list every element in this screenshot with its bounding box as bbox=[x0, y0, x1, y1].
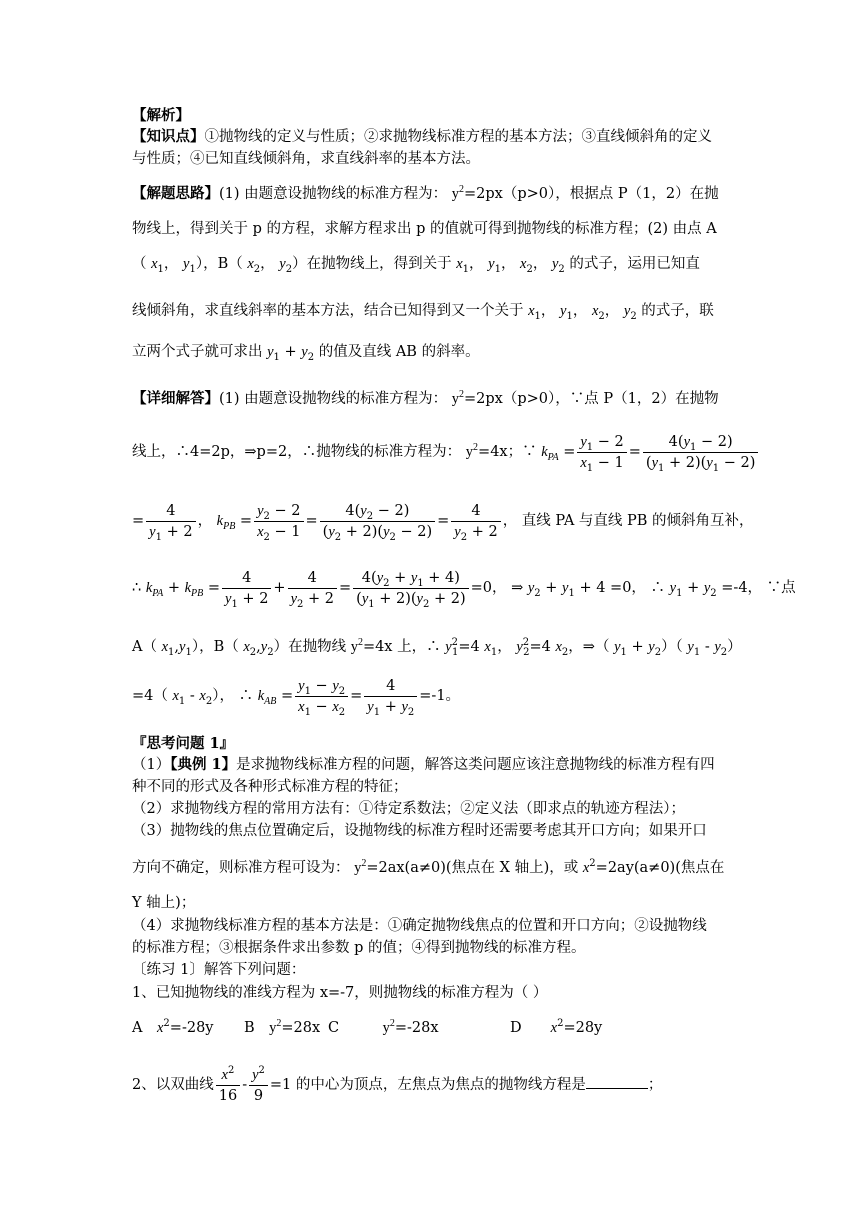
question-2: 2、以双曲线 $\frac{x^2}{16}$ - $\frac{y^2}{9}$ =1 的中心为顶点，左焦点为焦点的抛物线方程是 ； bbox=[132, 1064, 663, 1104]
option-a: A $x^2=-28y$ bbox=[132, 1018, 214, 1036]
thinking-heading: 『思考问题 1』 bbox=[132, 735, 235, 752]
solution-line-3: = $\frac{4}{y_1 + 2}$ ， $k_{PB}$ = $\frac{y_2 - 2}{x_2 - 1}$ = $\frac{4(y_2 - 2)}{(y_2 + 2)(y_2 - 2)}$ = $\frac{4}{y_2 + 2}$ ， 直线 PA 与直线 PB 的倾斜角互补， bbox=[132, 502, 754, 543]
thinking-item-2: （2）求抛物线方程的常用方法有：①待定系数法；②定义法（即求点的轨迹方程法）； bbox=[132, 801, 685, 817]
approach-line-3: （ $x_1$， $y_1$），B（ $x_2$， $y_2$）在抛物线上，得到关于 $x_1$， $y_1$， $x_2$， $y_2$ 的式子，运用已知直 bbox=[132, 256, 700, 275]
approach-line-2: 物线上，得到关于 p 的方程，求解方程求出 p 的值就可得到抛物线的标准方程；(2) 由点 A bbox=[132, 221, 717, 237]
solution-line-6: =4（ $x_1 - x_2$）， ∴ $k_{AB}$ = $\frac{y_1 - y_2}{x_1 - x_2}$ = $\frac{4}{y_1 + y_2}$ =-1。 bbox=[132, 677, 461, 718]
knowledge-line-2: 与性质；④已知直线倾斜角，求直线斜率的基本方法。 bbox=[132, 151, 480, 167]
question-1: 1、已知抛物线的准线方程为 x=-7，则抛物线的标准方程为（ ） bbox=[132, 985, 548, 1001]
thinking-item-4b: 的标准方程；③根据条件求出参数 p 的值；④得到抛物线的标准方程。 bbox=[132, 940, 586, 956]
solution-line-1: 【详细解答】(1) 由题意设抛物线的标准方程为： $y^2=2px(p>0)$，∵点 P（1，2）在抛物 bbox=[132, 389, 719, 407]
analysis-heading: 【解析】 bbox=[132, 107, 190, 124]
thinking-item-4a: （4）求抛物线标准方程的基本方法是：①确定抛物线焦点的位置和开口方向；②设抛物线 bbox=[132, 918, 707, 934]
thinking-item-3b: 方向不确定，则标准方程可设为： $y^2=2ax(a\ne 0)$(焦点在 X 轴上)，或 $x^2=2ay(a\ne 0)$(焦点在 bbox=[132, 858, 725, 876]
option-c: C $y^2=-28x$ bbox=[328, 1018, 439, 1036]
approach-line-1: 【解题思路】(1) 由题意设抛物线的标准方程为： $y^2=2px(p>0)$，根据点 P（1，2）在抛 bbox=[132, 184, 719, 202]
answer-blank[interactable] bbox=[586, 1074, 648, 1089]
knowledge-label: 【知识点】 bbox=[132, 128, 205, 145]
practice-heading: 〔练习 1〕解答下列问题： bbox=[132, 962, 306, 978]
section-analysis bbox=[132, 106, 732, 126]
thinking-item-1b: 种不同的形式及各种形式标准方程的特征； bbox=[132, 779, 408, 795]
option-b: B $y^2=28x$ bbox=[244, 1018, 321, 1036]
solution-line-5: A（ $x_1,y_1$），B（ $x_2,y_2$）在抛物线 $y^2=4x$ 上，∴ $y^2_1=4$ $x_1$， $y^2_2=4$ $x_2$，⇒（ $y_1 + y_2$）（ $y_1 - y_2$） bbox=[132, 637, 742, 658]
knowledge-text: ①抛物线的定义与性质；②求抛物线标准方程的基本方法；③直线倾斜角的定义 bbox=[204, 129, 712, 145]
solution-line-2: 线上，∴4=2p，⇒p=2，∴抛物线的标准方程为： $y^2=4x$；∵ $k_{PA}$ = $\frac{y_1 - 2}{x_1 - 1}$ = $\frac{4(y_1 - 2)}{(y_1 + 2)(y_1 - 2)}$ bbox=[132, 428, 732, 476]
option-d: D $x^2=28y$ bbox=[510, 1018, 603, 1036]
knowledge-line-1 bbox=[132, 127, 732, 147]
thinking-item-3a: （3）抛物线的焦点位置确定后，设抛物线的标准方程时还需要考虑其开口方向；如果开口 bbox=[132, 823, 707, 839]
thinking-item-1a: （1）【典例 1】是求抛物线标准方程的问题，解答这类问题应该注意抛物线的标准方程有四 bbox=[132, 756, 715, 773]
thinking-item-3c: Y 轴上)； bbox=[132, 895, 196, 911]
solution-line-4: ∴ $k_{PA} + k_{PB}$ = $\frac{4}{y_1 + 2}$ + $\frac{4}{y_2 + 2}$ = $\frac{4(y_2 + y_1 + 4)}{(y_1 + 2)(y_2 + 2)}$ =0， ⇒ $y_2 + y_1 + 4 =0$， ∴ $y_1 + y_2 =-4$， ∵点 bbox=[132, 569, 796, 610]
approach-line-5: 立两个式子就可求出 $y_1 + y_2$ 的值及直线 AB 的斜率。 bbox=[132, 344, 480, 363]
approach-line-4: 线倾斜角，求直线斜率的基本方法，结合已知得到又一个关于 $x_1$， $y_1$， $x_2$， $y_2$ 的式子，联 bbox=[132, 303, 714, 322]
